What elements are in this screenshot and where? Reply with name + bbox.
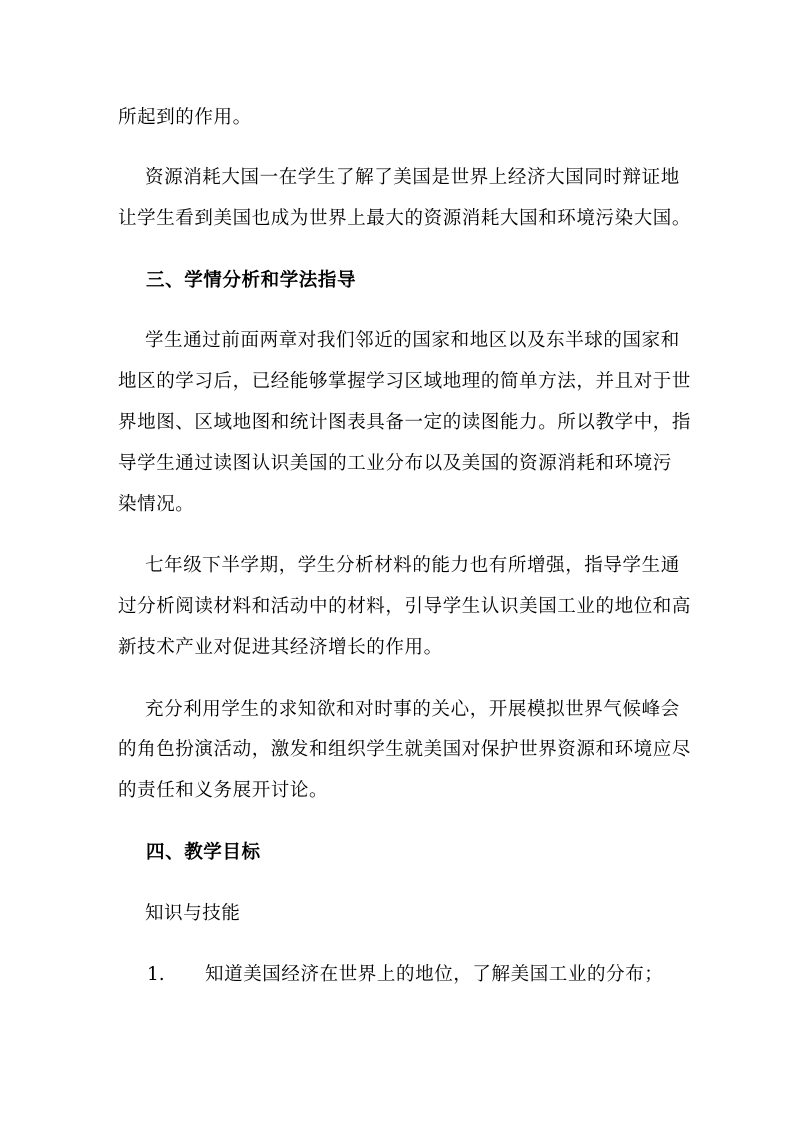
paragraph-line: 新技术产业对促进其经济增长的作用。 xyxy=(118,637,443,658)
paragraph-line: 的角色扮演活动，激发和组织学生就美国对保护世界资源和环境应尽 xyxy=(118,739,692,760)
section-heading: 四、教学目标 xyxy=(146,842,261,863)
paragraph-line: 导学生通过读图认识美国的工业分布以及美国的资源消耗和环境污 xyxy=(118,453,672,474)
paragraph-line: 七年级下半学期，学生分析材料的能力也有所增强，指导学生通 xyxy=(145,555,680,576)
paragraph-line: 让学生看到美国也成为世界上最大的资源消耗大国和环境污染大国。 xyxy=(118,208,692,229)
paragraph-line: 地区的学习后，已经能够掌握学习区域地理的简单方法，并且对于世 xyxy=(118,371,692,392)
paragraph-line: 的责任和义务展开讨论。 xyxy=(118,780,329,801)
paragraph-line: 染情况。 xyxy=(118,494,195,515)
paragraph-line: 所起到的作用。 xyxy=(118,107,252,128)
paragraph-line: 界地图、区域地图和统计图表具备一定的读图能力。所以教学中，指 xyxy=(118,412,692,433)
subsection-label: 知识与技能 xyxy=(145,903,241,924)
list-item-text: 知道美国经济在世界上的地位，了解美国工业的分布； xyxy=(205,964,664,985)
paragraph-line: 学生通过前面两章对我们邻近的国家和地区以及东半球的国家和 xyxy=(145,330,680,351)
paragraph-line: 过分析阅读材料和活动中的材料，引导学生认识美国工业的地位和高 xyxy=(118,596,692,617)
paragraph-line: 资源消耗大国一在学生了解了美国是世界上经济大国同时辩证地 xyxy=(145,167,680,188)
list-item-number: 1. xyxy=(147,964,165,985)
paragraph-line: 充分利用学生的求知欲和对时事的关心，开展模拟世界气候峰会 xyxy=(145,699,680,720)
section-heading: 三、学情分析和学法指导 xyxy=(146,270,357,291)
